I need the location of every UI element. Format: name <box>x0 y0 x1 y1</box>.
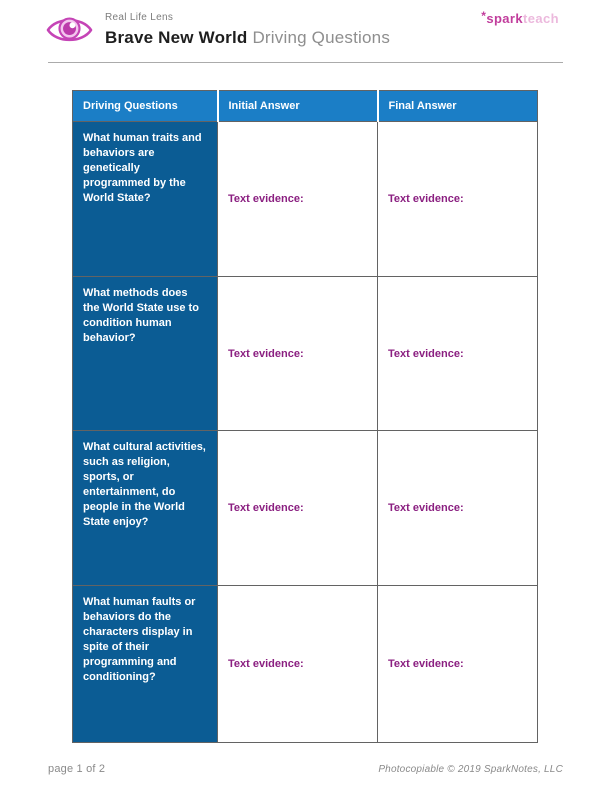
question-cell: What human faults or behaviors do the characters display in spite of their programming and conditioning? <box>73 586 218 743</box>
driving-questions-table <box>72 90 538 743</box>
initial-answer-cell <box>218 122 378 277</box>
text-evidence-label: Text evidence: <box>228 658 304 670</box>
text-evidence-label: Text evidence: <box>388 502 464 514</box>
text-evidence-label: Text evidence: <box>388 347 464 360</box>
header-divider <box>48 62 563 63</box>
table-row <box>73 431 538 586</box>
question-cell: What methods does the World State use to condition human behavior? <box>73 277 218 431</box>
text-evidence-label: Text evidence: <box>388 193 464 205</box>
table-header-row <box>73 91 538 122</box>
column-header-initial-answer: Initial Answer <box>218 91 378 122</box>
initial-answer-cell <box>218 431 378 586</box>
final-answer-cell <box>378 586 538 743</box>
table-row <box>73 277 538 431</box>
text-evidence-label: Text evidence: <box>228 502 304 514</box>
question-cell: What cultural activities, such as religion, sports, or entertainment, do people in the World State enjoy? <box>73 431 218 586</box>
column-header-final-answer: Final Answer <box>378 91 538 122</box>
logo-asterisk-icon: * <box>481 9 487 23</box>
initial-answer-cell <box>218 277 378 431</box>
page-number: page 1 of 2 <box>48 763 106 775</box>
copyright-notice: Photocopiable © 2019 SparkNotes, LLC <box>378 764 563 775</box>
column-header-driving-questions: Driving Questions <box>73 91 218 122</box>
final-answer-cell <box>378 122 538 277</box>
logo-spark-text: spark <box>486 11 524 26</box>
final-answer-cell <box>378 277 538 431</box>
document-header <box>46 9 390 49</box>
text-evidence-label: Text evidence: <box>228 347 304 360</box>
book-title: Brave New World <box>105 28 248 47</box>
text-evidence-label: Text evidence: <box>388 658 464 670</box>
page-footer <box>48 763 563 775</box>
question-cell: What human traits and behaviors are genetically programmed by the World State? <box>73 122 218 277</box>
table-row <box>73 122 538 277</box>
series-label: Real Life Lens <box>105 12 174 23</box>
header-text-block <box>105 9 390 48</box>
sparkteach-logo <box>481 11 559 26</box>
table-row <box>73 586 538 743</box>
logo-teach-text: teach <box>523 11 559 26</box>
initial-answer-cell <box>218 586 378 743</box>
text-evidence-label: Text evidence: <box>228 193 304 205</box>
worksheet-type: Driving Questions <box>252 28 391 47</box>
final-answer-cell <box>378 431 538 586</box>
eye-icon <box>46 11 93 49</box>
page-title <box>105 28 390 48</box>
